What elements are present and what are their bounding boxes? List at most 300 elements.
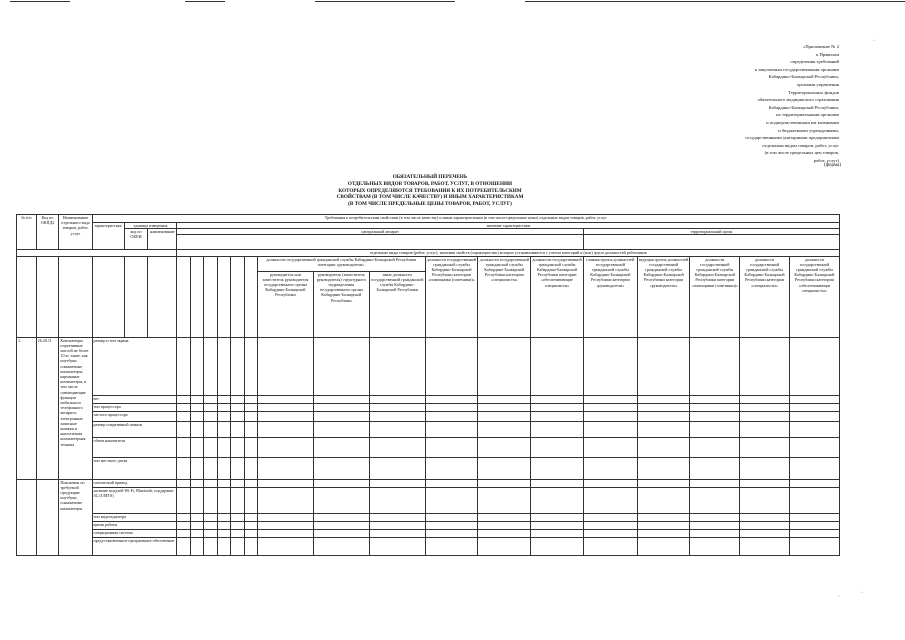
table-cell: [531, 521, 584, 529]
table-cell: [637, 421, 690, 437]
title-line: ОТДЕЛЬНЫХ ВИДОВ ТОВАРОВ, РАБОТ, УСЛУГ, В ОТНОШЕНИИ: [347, 180, 513, 187]
char-cell: частота процессора: [92, 411, 177, 421]
table-cell: [204, 403, 217, 411]
table-cell: [369, 537, 425, 555]
table-cell: [177, 479, 190, 487]
table-cell: [258, 437, 314, 457]
table-cell: [204, 479, 217, 487]
scan-speck: ·: [873, 38, 875, 44]
table-cell: [789, 457, 839, 479]
table-cell: [425, 411, 478, 421]
table-cell: [217, 521, 230, 529]
header-central: центральный аппарат: [177, 229, 584, 235]
appendix-line: и бюджетными учреждениями,: [778, 127, 839, 133]
table-cell: [583, 457, 637, 479]
table-cell: [478, 395, 531, 403]
table-cell: [789, 403, 839, 411]
appendix-line: их территориальными органами: [776, 112, 839, 118]
table-cell: [478, 513, 531, 521]
table-cell: [258, 395, 314, 403]
table-cell: [740, 421, 790, 437]
char-cell: тип жесткого диска: [92, 457, 177, 479]
table-cell: [583, 513, 637, 521]
header-okei: код по ОКЕИ: [124, 229, 148, 250]
row-code: 26.20.11: [36, 337, 59, 479]
table-cell: [244, 537, 257, 555]
header-unit: единица измерения: [124, 223, 177, 229]
table-cell: [190, 457, 203, 479]
table-cell: [583, 411, 637, 421]
table-cell: [231, 537, 244, 555]
table-cell: [204, 513, 217, 521]
char-cell: размер оперативной памяти: [92, 421, 177, 437]
table-cell: [217, 395, 230, 403]
table-cell: [789, 513, 839, 521]
table-cell: [531, 337, 584, 395]
table-cell: [244, 479, 257, 487]
table-cell: [258, 529, 314, 537]
table-cell: [92, 256, 124, 337]
table-cell: [425, 513, 478, 521]
table-cell: [789, 337, 839, 395]
table-cell: [740, 395, 790, 403]
row-name: Компьютеры портативные массой не более 10 кг такие, как ноутбуки, планшетные компьютеры, карманные компьютеры, в том числе совмещающие функции мобильного телефонного аппарата, электронные записные книжки и аналогичная компьютерная техника: [59, 337, 92, 479]
table-cell: [531, 529, 584, 537]
scan-speck: ·: [838, 594, 840, 600]
table-cell: [369, 403, 425, 411]
table-cell: [177, 457, 190, 479]
table-cell: [190, 437, 203, 457]
table-cell: [478, 403, 531, 411]
table-cell: [740, 437, 790, 457]
row-num: 1.: [17, 337, 37, 479]
table-cell: [313, 337, 369, 395]
table-cell: [789, 411, 839, 421]
table-cell: [217, 403, 230, 411]
table-cell: [740, 403, 790, 411]
table-cell: [177, 395, 190, 403]
header-sub-other: иные должности государственной гражданской службы Кабардино-Балкарской Республики: [369, 271, 425, 337]
table-cell: [217, 513, 230, 521]
table-cell: [313, 537, 369, 555]
table-cell: [204, 537, 217, 555]
table-cell: [369, 437, 425, 457]
table-cell: [313, 529, 369, 537]
table-cell: [531, 457, 584, 479]
table-cell: [789, 487, 839, 513]
table-cell: [369, 337, 425, 395]
document-title: [300, 174, 560, 208]
table-cell: [204, 457, 217, 479]
table-cell: [258, 337, 314, 395]
table-cell: [177, 513, 190, 521]
table-cell: [204, 337, 217, 395]
table-cell: [637, 395, 690, 403]
table-cell: [478, 529, 531, 537]
table-cell: [244, 437, 257, 457]
char-cell: размер и тип экрана: [92, 337, 177, 395]
table-cell: [244, 411, 257, 421]
scan-speck: ·: [861, 590, 863, 596]
table-cell: [177, 421, 190, 437]
char-cell: операционная система: [92, 529, 177, 537]
table-cell: [217, 479, 230, 487]
table-cell: [637, 521, 690, 529]
table-cell: [583, 487, 637, 513]
table-cell: [740, 513, 790, 521]
table-cell: [637, 529, 690, 537]
table-cell: [313, 411, 369, 421]
title-line: КОТОРЫХ ОПРЕДЕЛЯЮТСЯ ТРЕБОВАНИЯ К ИХ ПОТРЕБИТЕЛЬСКИМ: [338, 187, 522, 194]
header-cell: [583, 235, 839, 250]
table-cell: [177, 521, 190, 529]
table-cell: [425, 487, 478, 513]
table-cell: [36, 256, 59, 337]
table-cell: [244, 487, 257, 513]
table-cell: [244, 337, 257, 395]
table-cell: [231, 395, 244, 403]
table-cell: [531, 437, 584, 457]
table-cell: [478, 411, 531, 421]
table-cell: [190, 487, 203, 513]
table-cell: [740, 521, 790, 529]
table-cell: [258, 513, 314, 521]
table-cell: [190, 411, 203, 421]
table-cell: [204, 421, 217, 437]
table-cell: [789, 437, 839, 457]
requirements-table: [16, 214, 840, 556]
table-cell: [583, 395, 637, 403]
table-cell: [313, 457, 369, 479]
table-cell: [789, 537, 839, 555]
table-cell: [690, 403, 740, 411]
table-cell: [690, 537, 740, 555]
table-cell: [425, 337, 478, 395]
table-cell: [190, 513, 203, 521]
table-cell: [177, 411, 190, 421]
header-t-helpers: должности государственной гражданской службы Кабардино-Балкарской Республики категории «помощники (советники)»: [690, 256, 740, 337]
table-cell: [258, 479, 314, 487]
table-cell: [124, 256, 148, 337]
table-cell: [425, 529, 478, 537]
scan-line: [315, 1, 455, 2]
table-cell: [313, 487, 369, 513]
table-cell: [231, 529, 244, 537]
table-cell: [789, 421, 839, 437]
table-cell: [690, 529, 740, 537]
table-cell: [217, 487, 230, 513]
table-cell: [231, 513, 244, 521]
table-cell: [258, 521, 314, 529]
table-cell: [369, 513, 425, 521]
table-cell: [690, 411, 740, 421]
table-cell: [231, 256, 244, 337]
table-cell: [217, 256, 230, 337]
appendix-line: Кабардино-Балкарской Республики,: [768, 74, 839, 80]
appendix-line: к закупаемым государственными органами: [754, 66, 839, 72]
table-cell: [478, 487, 531, 513]
table-cell: [177, 256, 190, 337]
table-cell: [478, 421, 531, 437]
table-cell: [313, 395, 369, 403]
table-cell: [369, 421, 425, 437]
table-cell: [258, 403, 314, 411]
table-cell: [637, 513, 690, 521]
char-cell: предустановленное программное обеспечение: [92, 537, 177, 555]
table-cell: [313, 403, 369, 411]
table-cell: [217, 457, 230, 479]
table-cell: [531, 403, 584, 411]
appendix-line: отдельным видам товаров, работ, услуг: [762, 142, 839, 148]
table-cell: [217, 437, 230, 457]
table-cell: [369, 411, 425, 421]
table-cell: [204, 437, 217, 457]
table-cell: [148, 256, 177, 337]
table-cell: [204, 487, 217, 513]
title-line: (В ТОМ ЧИСЛЕ ПРЕДЕЛЬНЫЕ ЦЕНЫ ТОВАРОВ, РАБОТ, УСЛУГ): [348, 201, 512, 208]
table-cell: [425, 403, 478, 411]
table-cell: [217, 537, 230, 555]
table-cell: [231, 421, 244, 437]
header-pos-kbr: должности государственной гражданской службы Кабардино-Балкарской Республики категории «руководители»: [258, 256, 426, 271]
header-support: должности государственной гражданской службы Кабардино-Балкарской Республики категории «обеспечивающие специалисты»: [531, 256, 584, 337]
table-cell: [217, 337, 230, 395]
header-num: № п/п: [17, 215, 37, 250]
table-cell: [204, 521, 217, 529]
char-cell: тип процессора: [92, 403, 177, 411]
table-cell: [369, 457, 425, 479]
table-cell: [231, 337, 244, 395]
table-cell: [231, 521, 244, 529]
table-cell: [177, 437, 190, 457]
header-main-group: главная группа должностей государственной гражданской службы Кабардино-Балкарской Республики категории «руководители»: [583, 256, 637, 337]
table-cell: [531, 537, 584, 555]
table-cell: [369, 487, 425, 513]
table-cell: [690, 457, 740, 479]
table-cell: [369, 479, 425, 487]
table-cell: [637, 537, 690, 555]
table-cell: [190, 256, 203, 337]
table-cell: [244, 521, 257, 529]
title-line: ОБЯЗАТЕЛЬНЫЙ ПЕРЕЧЕНЬ: [392, 174, 468, 180]
table-cell: [583, 537, 637, 555]
table-cell: [690, 395, 740, 403]
table-cell: [217, 421, 230, 437]
table-cell: [59, 256, 92, 337]
appendix-line: к Правилам: [816, 51, 839, 57]
header-name: Наименование отдельного вида товаров, работ, услуг: [59, 215, 92, 250]
table-cell: [478, 457, 531, 479]
header-value: значение характеристики: [177, 223, 840, 229]
table-cell: [425, 437, 478, 457]
table-cell: [231, 437, 244, 457]
appendix-line: определения требований: [790, 59, 839, 65]
table-cell: [740, 537, 790, 555]
header-requirements: Требования к потребительским свойствам (в том числе качеству) и иным характеристикам (в том числе предельные цены) отдельных видов товаров, работ, услуг: [92, 215, 839, 223]
table-cell: [313, 421, 369, 437]
table-cell: [690, 437, 740, 457]
appendix-line: «Приложение № 2: [803, 44, 839, 49]
header-characteristic: характеристика: [92, 223, 124, 250]
header-t-support: должности государственной гражданской службы Кабардино-Балкарской Республики категории «обеспечивающие специалисты»: [789, 256, 839, 337]
table-cell: [740, 337, 790, 395]
table-cell: [740, 479, 790, 487]
table-cell: [583, 529, 637, 537]
table-cell: [478, 479, 531, 487]
table-cell: [690, 521, 740, 529]
scan-line: [525, 1, 905, 2]
table-cell: [217, 529, 230, 537]
table-cell: [583, 479, 637, 487]
appendix-line: Территориальных фондов: [788, 89, 839, 95]
table-cell: [204, 411, 217, 421]
table-cell: [690, 337, 740, 395]
table-cell: [583, 403, 637, 411]
table-cell: [313, 513, 369, 521]
scan-line: [185, 1, 225, 2]
table-cell: [313, 437, 369, 457]
table-cell: [690, 487, 740, 513]
table-cell: [244, 421, 257, 437]
table-cell: [258, 487, 314, 513]
table-cell: [478, 521, 531, 529]
table-cell: [637, 403, 690, 411]
table-cell: [637, 479, 690, 487]
table-cell: [740, 529, 790, 537]
table-cell: [177, 537, 190, 555]
appendix-line: и подведомственными им казенными: [766, 119, 839, 125]
table-cell: [258, 457, 314, 479]
table-cell: [425, 395, 478, 403]
table-cell: [244, 403, 257, 411]
table-cell: [637, 487, 690, 513]
table-cell: [425, 521, 478, 529]
header-okpd: Код по ОКПД2: [36, 215, 59, 250]
table-cell: [690, 479, 740, 487]
table-cell: [204, 529, 217, 537]
char-cell: оптический привод: [92, 479, 177, 487]
table-cell: [204, 256, 217, 337]
table-cell: [531, 513, 584, 521]
table-cell: [231, 479, 244, 487]
table-cell: [740, 411, 790, 421]
table-cell: [313, 521, 369, 529]
table-cell: [177, 337, 190, 395]
table-cell: [425, 537, 478, 555]
table-cell: [231, 487, 244, 513]
table-cell: [190, 337, 203, 395]
table-cell: [217, 411, 230, 421]
table-cell: [425, 421, 478, 437]
table-cell: [244, 395, 257, 403]
table-cell: [369, 395, 425, 403]
table-cell: [258, 411, 314, 421]
header-sub-head: руководитель или заместитель руководителя государственного органа Кабардино-Балкарской Республики: [258, 271, 314, 337]
table-cell: [258, 537, 314, 555]
char-cell: время работы: [92, 521, 177, 529]
table-cell: [244, 513, 257, 521]
header-t-specialists: должности государственной гражданской службы Кабардино-Балкарской Республики категории «специалисты»: [740, 256, 790, 337]
appendix-line: государственными унитарными предприятиями: [745, 135, 839, 141]
header-separate: отдельные виды товаров (работ, услуг), значения свойств (характеристик) которых устанавливаются с учетом категорий и (или) групп должностей работников: [177, 250, 840, 256]
table-cell: [740, 487, 790, 513]
table-cell: [190, 403, 203, 411]
scan-line: [10, 1, 70, 2]
header-specialists: должности государственной гражданской службы Кабардино-Балкарской Республики категории «специалисты»: [478, 256, 531, 337]
table-cell: [204, 395, 217, 403]
table-cell: [190, 529, 203, 537]
table-cell: [583, 421, 637, 437]
appendix-line: обязательного медицинского страхования: [757, 97, 839, 103]
table-cell: [190, 395, 203, 403]
table-cell: [190, 537, 203, 555]
table-cell: [583, 337, 637, 395]
table-cell: [478, 337, 531, 395]
table-cell: [231, 457, 244, 479]
header-helpers: должности государственной гражданской службы Кабардино-Балкарской Республики категории «помощники (советники)»: [425, 256, 478, 337]
table-cell: [17, 479, 37, 555]
table-cell: [190, 521, 203, 529]
table-cell: [740, 457, 790, 479]
header-sub-struct: руководитель (заместитель руководителя) структурного подразделения государственного органа Кабардино-Балкарской Республики: [313, 271, 369, 337]
table-cell: [531, 479, 584, 487]
table-cell: [244, 529, 257, 537]
table-cell: [789, 521, 839, 529]
table-cell: [531, 421, 584, 437]
header-cell: [177, 235, 584, 250]
table-cell: [425, 457, 478, 479]
char-cell: объем накопителя: [92, 437, 177, 457]
table-cell: [531, 487, 584, 513]
char-cell: тип видеоадаптера: [92, 513, 177, 521]
table-cell: [17, 256, 37, 337]
table-cell: [789, 529, 839, 537]
appendix-line: работ, услуг): [813, 157, 839, 163]
table-cell: [789, 479, 839, 487]
table-cell: [583, 437, 637, 457]
table-cell: [789, 395, 839, 403]
table-cell: [177, 487, 190, 513]
table-cell: [313, 479, 369, 487]
table-cell: [369, 521, 425, 529]
appendix-line: органами управления: [796, 81, 839, 87]
table-cell: [231, 403, 244, 411]
row-name: Пояснения по требуемой продукции: ноутбуки, планшетные компьютеры: [59, 479, 92, 555]
table-cell: [36, 479, 59, 555]
char-cell: вес: [92, 395, 177, 403]
appendix-line: (в том числе предельных цен товаров,: [764, 150, 839, 156]
form-label: (форма): [824, 163, 841, 168]
header-territorial: территориальный орган: [583, 229, 839, 235]
table-cell: [531, 411, 584, 421]
table-cell: [478, 537, 531, 555]
table-cell: [369, 529, 425, 537]
table-cell: [244, 457, 257, 479]
table-cell: [637, 437, 690, 457]
table-cell: [690, 513, 740, 521]
table-cell: [425, 479, 478, 487]
table-cell: [190, 479, 203, 487]
appendix-caption: [649, 43, 839, 165]
table-cell: [531, 395, 584, 403]
table-cell: [177, 529, 190, 537]
table-cell: [244, 256, 257, 337]
header-lead-group: ведущая группа должностей государственной гражданской службы Кабардино-Балкарской Республики категории «руководители»: [637, 256, 690, 337]
table-cell: [637, 457, 690, 479]
table-cell: [583, 521, 637, 529]
table-cell: [690, 421, 740, 437]
header-unit-name: наименование: [148, 229, 177, 250]
